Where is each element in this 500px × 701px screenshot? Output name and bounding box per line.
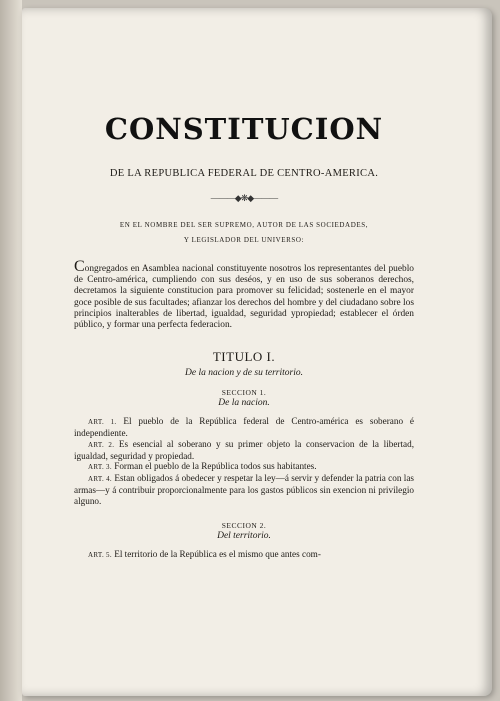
book-spine — [0, 0, 22, 701]
document-title: CONSTITUCION — [104, 112, 384, 146]
invocation — [74, 218, 414, 248]
article-text: El territorio de la República es el mismo que antes com- — [114, 548, 321, 559]
section-1-subtitle: De la nacion. — [218, 398, 270, 409]
article-text: Forman el pueblo de la República todos sus habitantes. — [114, 461, 317, 472]
article-text: El pueblo de la República federal de Centro-américa es soberano é independiente. — [74, 416, 414, 439]
article-label: ART. 1. — [88, 418, 117, 427]
article-3 — [74, 461, 414, 473]
titulo-heading: TITULO I. — [212, 349, 276, 365]
document-page — [22, 8, 492, 696]
document-subtitle: DE LA REPUBLICA FEDERAL DE CENTRO-AMERICA. — [109, 168, 379, 179]
ornament-divider: ———◆❋◆——— — [210, 193, 278, 203]
article-label: ART. 4. — [88, 475, 112, 484]
article-2 — [74, 439, 414, 462]
section-1-heading: SECCION 1. — [221, 388, 267, 398]
invocation-line-2: Y LEGISLADOR DEL UNIVERSO: — [183, 236, 305, 244]
preamble — [74, 258, 414, 331]
article-4 — [74, 473, 414, 506]
invocation-line-1: EN EL NOMBRE DEL SER SUPREMO, AUTOR DE LAS SOCIEDADES, — [119, 221, 369, 229]
article-label: ART. 2. — [88, 440, 115, 449]
preamble-dropcap: C — [74, 258, 85, 275]
page-content — [74, 112, 414, 560]
article-1 — [74, 416, 414, 439]
article-5 — [74, 549, 414, 561]
article-label: ART. 5. — [88, 550, 112, 559]
section-2-subtitle: Del territorio. — [217, 530, 271, 541]
article-text: Es esencial al soberano y su primer objeto la conservacion de la libertad, igualdad, seguridad y propiedad. — [74, 438, 415, 461]
preamble-text: ongregados en Asamblea nacional constituyente nosotros los representantes del pueblo de Centro-américa, cumpliendo con sus deséos, y en uso de sus soberanos derechos, decretamos la siguiente constitucion para promover su felicidad; sostenerle en el mayor goce posible de sus facultades; afianzar los derechos del hombre y del ciudadano sobre los principios inalterables de libertad, igualdad, seguridad ypropiedad; establecer el órden público, y formar una perfecta federacion. — [74, 264, 414, 331]
spacer — [74, 507, 414, 521]
article-text: Estan obligados á obedecer y respetar la ley—á servir y defender la patria con las armas—y á contribuir proporcionalmente para los gastos públicos sin exencion ni privilegio alguno. — [74, 473, 415, 506]
section-2-heading: SECCION 2. — [221, 520, 267, 530]
article-label: ART. 3. — [88, 463, 112, 472]
titulo-subtitle: De la nacion y de su territorio. — [185, 368, 303, 379]
